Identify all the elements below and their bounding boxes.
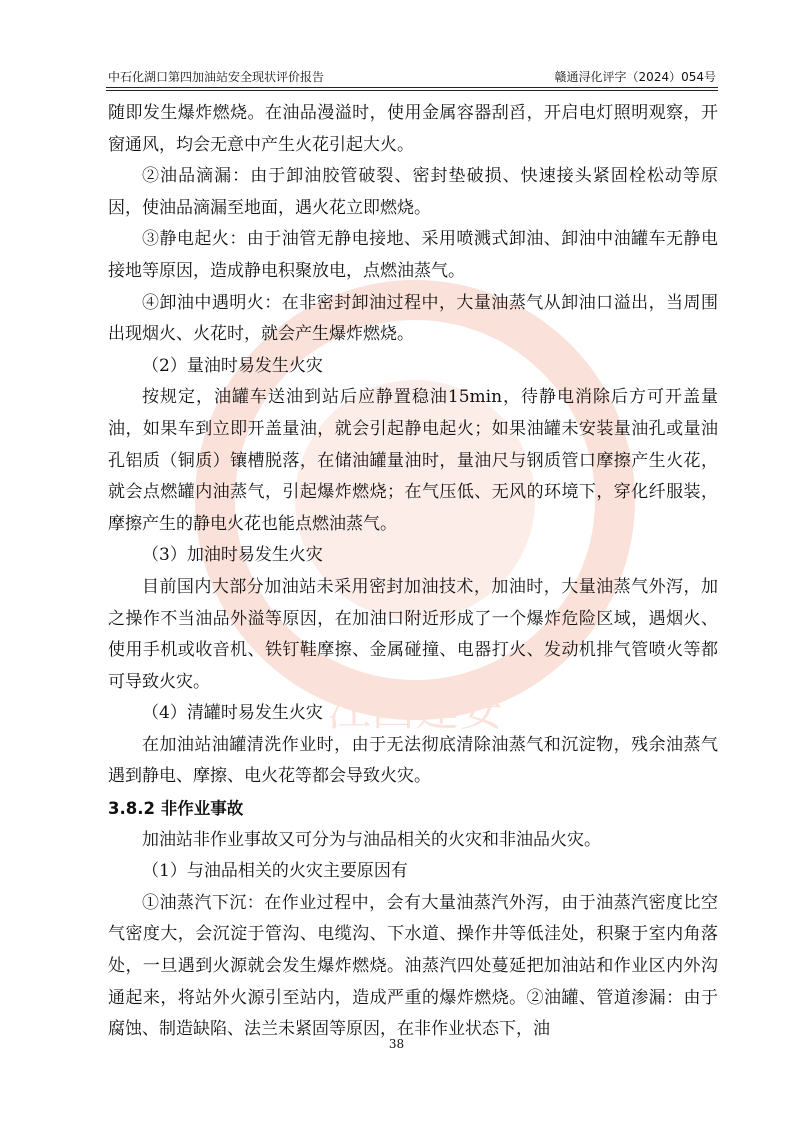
- document-body: [108, 98, 718, 1046]
- subsection-title: （2）量油时易发生火灾: [142, 355, 323, 376]
- paragraph: ①油蒸汽下沉：在作业过程中，会有大量油蒸汽外泻，由于油蒸汽密度比空气密度大，会沉淀于管沟、电缆沟、下水道、操作井等低洼处，积聚于室内角落处，一旦遇到火源就会发生爆炸燃烧。油蒸汽四处蔓延把加油站和作业区内外沟通起来，将站外火源引至站内，造成严重的爆炸燃烧。②油罐、管道渗漏：由于腐蚀、制造缺陷、法兰未紧固等原因，在非作业状态下，油: [108, 892, 718, 1040]
- section-heading: 3.8.2 非作业事故: [108, 799, 244, 819]
- header-rule: [106, 87, 718, 88]
- subsection-title: （4）清罐时易发生火灾: [142, 703, 323, 724]
- watermark-text: 江西建安: [327, 685, 503, 730]
- paragraph: ②油品滴漏：由于卸油胶管破裂、密封垫破损、快速接头紧固栓松动等原因，使油品滴漏至地面，遇火花立即燃烧。: [108, 166, 718, 218]
- paragraph: 在加油站油罐清洗作业时，由于无法彻底清除油蒸气和沉淀物，残余油蒸气遇到静电、摩擦、电火花等都会导致火灾。: [108, 734, 718, 787]
- page-header: [108, 64, 716, 84]
- header-report-number: 赣通浔化评字（2024）054号: [554, 70, 716, 84]
- paragraph: 目前国内大部分加油站未采用密封加油技术，加油时，大量油蒸气外泻，加之操作不当油品外溢等原因，在加油口附近形成了一个爆炸危险区域，遇烟火、使用手机或收音机、铁钉鞋摩擦、金属碰撞、电器打火、发动机排气管喷火等都可导致火灾。: [108, 576, 718, 692]
- subsection-title: （3）加油时易发生火灾: [142, 545, 323, 566]
- header-rule-thin: [106, 90, 718, 91]
- paragraph: ③静电起火：由于油管无静电接地、采用喷溅式卸油、卸油中油罐车无静电接地等原因，造成静电积聚放电，点燃油蒸气。: [108, 229, 718, 281]
- paragraph: 随即发生爆炸燃烧。在油品漫溢时，使用金属容器刮舀，开启电灯照明观察，开窗通风，均会无意中产生火花引起大火。: [108, 103, 718, 155]
- subsection-title: （1）与油品相关的火灾主要原因有: [142, 861, 408, 882]
- paragraph: 按规定，油罐车送油到站后应静置稳油15min，待静电消除后方可开盖量油，如果车到立即开盖量油，就会引起静电起火；如果油罐未安装量油孔或量油孔铝质（铜质）镶槽脱落，在储油罐量油时，量油尺与钢质管口摩擦产生火花，就会点燃罐内油蒸气，引起爆炸燃烧；在气压低、无风的环境下，穿化纤服装，摩擦产生的静电火花也能点燃油蒸气。: [108, 387, 718, 534]
- paragraph: 加油站非作业事故又可分为与油品相关的火灾和非油品火灾。: [142, 829, 601, 850]
- page-number: 38: [388, 1037, 405, 1051]
- paragraph: ④卸油中遇明火：在非密封卸油过程中，大量油蒸气从卸油口溢出，当周围出现烟火、火花时，就会产生爆炸燃烧。: [108, 292, 718, 345]
- header-report-title: 中石化湖口第四加油站安全现状评价报告: [108, 70, 325, 84]
